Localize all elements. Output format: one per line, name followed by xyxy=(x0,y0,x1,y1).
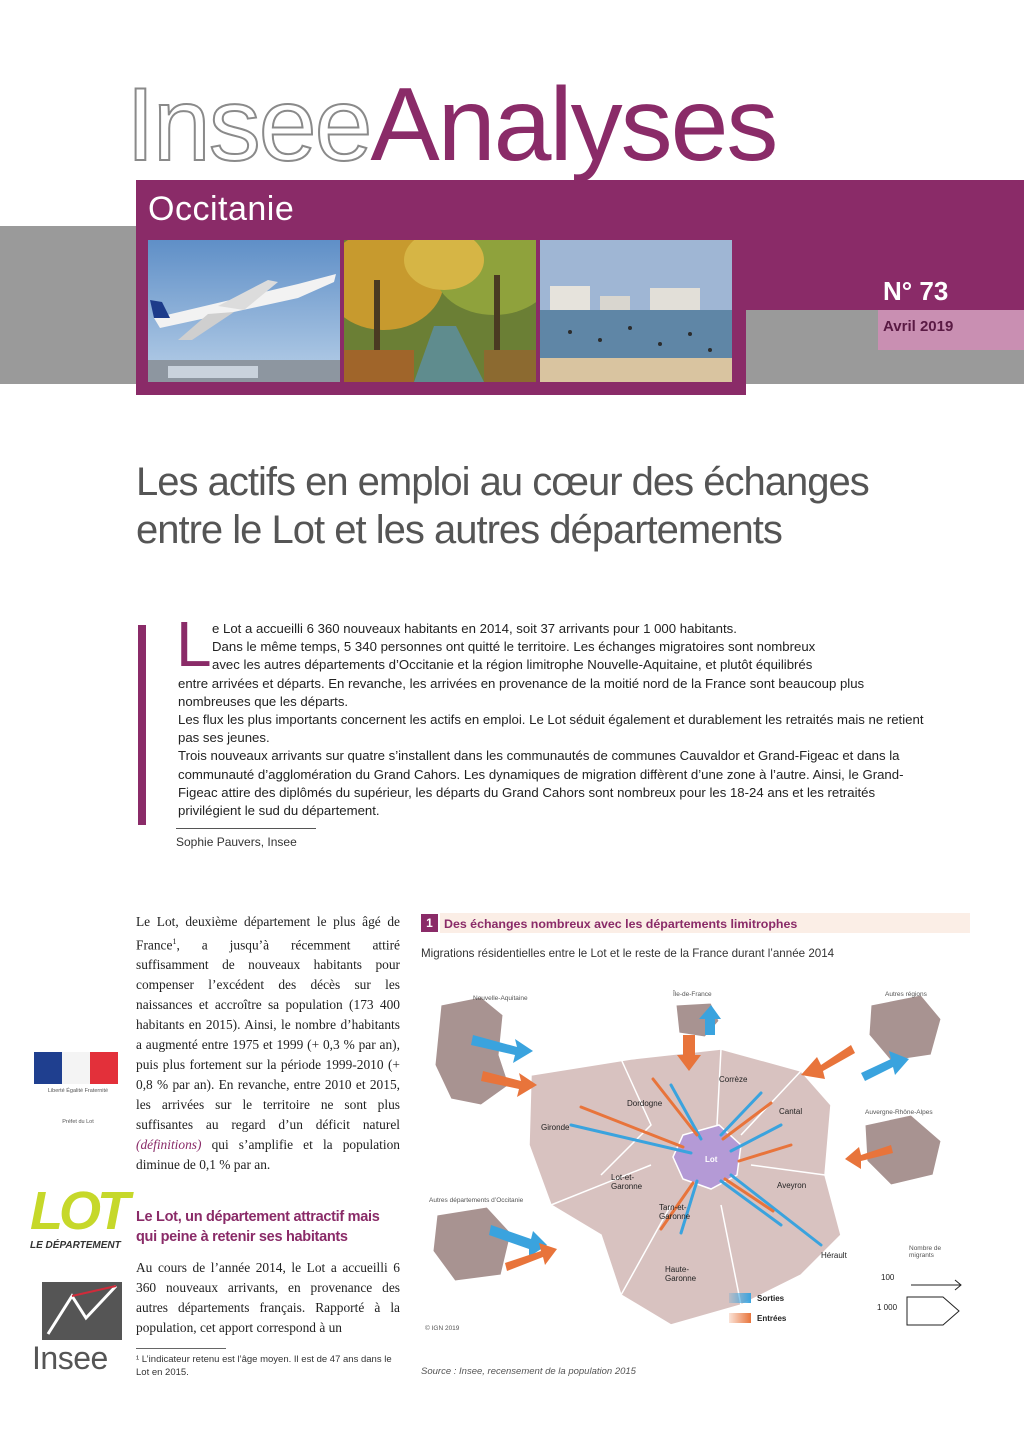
body-p1a: Le Lot, deuxième département le plus âgé de France xyxy=(136,914,400,953)
issue-date: Avril 2019 xyxy=(883,318,954,335)
section-heading: Le Lot, un département attractif mais qui peine à retenir ses habitants xyxy=(136,1209,380,1245)
label-gironde: Gironde xyxy=(541,1123,570,1132)
figure-number: 1 xyxy=(421,914,438,932)
masthead xyxy=(126,67,777,183)
label-auvergne: Auvergne-Rhône-Alpes xyxy=(865,1109,933,1116)
body-text-2 xyxy=(136,1258,400,1338)
body-p1b: , a jusqu’à récemment attiré suffisamment de nouveaux habitants pour compenser l’excédent des décès sur les naissances et accroître sa population (173 400 habitants en 2015). Ainsi, le nombre d’habitants a augmenté entre 1975 et 1999 (+ 0,3 % par an), puis plus fortement sur la période 1999-2010 (+ 0,8 % par an). En revanche, entre 2010 et 2015, les arrivées sur le territoire ne sont plus suffisantes au regard d’un déficit naturel xyxy=(136,937,400,1133)
lead-line-1: e Lot a accueilli 6 360 nouveaux habitants en 2014, soit 37 arrivants pour 1 000 habitants. xyxy=(212,621,737,636)
insee-logo xyxy=(28,1282,128,1382)
legend-title: Nombre de migrants xyxy=(909,1245,942,1259)
migration-map xyxy=(421,975,981,1340)
lead-line-2: Dans le même temps, 5 340 personnes ont quitté le territoire. Les échanges migratoires sont nombreux xyxy=(212,639,816,655)
label-dordogne: Dordogne xyxy=(627,1099,663,1108)
rf-caption: Liberté Égalité Fraternité xyxy=(47,1088,109,1094)
definitions-link[interactable]: (définitions) xyxy=(136,1137,202,1153)
footnote-rule xyxy=(136,1348,226,1349)
lead-dropcap: L xyxy=(176,608,212,680)
label-herault: Hérault xyxy=(821,1251,847,1260)
legend-large-value: 1 000 xyxy=(877,1303,898,1312)
lead-paragraph-2: Les flux les plus importants concernent les actifs en emploi. Le Lot séduit également et durablement les retraités mais ne retient pas ses jeunes. xyxy=(178,712,924,746)
footnote-mark: 1 xyxy=(172,937,177,946)
insee-mark-icon xyxy=(42,1282,122,1340)
label-correze: Corrèze xyxy=(719,1075,748,1084)
label-tarn-et-garonne: Tarn-et-Garonne xyxy=(659,1203,691,1221)
figure-source: Source : Insee, recensement de la population 2015 xyxy=(421,1366,636,1377)
masthead-analyses: Analyses xyxy=(370,67,777,183)
label-autres-regions: Autres régions xyxy=(885,991,927,998)
photo-canal xyxy=(344,240,536,382)
legend-small-value: 100 xyxy=(881,1273,895,1282)
insee-logo-word: Insee xyxy=(32,1340,108,1376)
lead-paragraph-3: Trois nouveaux arrivants sur quatre s’installent dans les communautés de communes Cauvaldor et Grand-Figeac et dans la communauté d’agglomération du Grand Cahors. Les dynamiques de migration diffèrent d’une zone à l’autre. Ainsi, le Grand-Figeac attire des diplômés du supérieur, les départs du Grand Cahors sont nombreux pour les 18-24 ans et les retraités privilégient le sud du département. xyxy=(178,748,904,819)
body-p2: Au cours de l’année 2014, le Lot a accueilli 6 360 nouveaux arrivants, en provenance des autres départements français. Rapporté à la population, cet apport correspond à un xyxy=(136,1260,400,1335)
lead-paragraph xyxy=(178,620,938,820)
figure-subtitle: Migrations résidentielles entre le Lot et le reste de la France durant l’année 2014 xyxy=(421,947,835,960)
title-line-1: Les actifs en emploi au cœur des échanges xyxy=(136,460,869,504)
label-cantal: Cantal xyxy=(779,1107,803,1116)
lot-departement-logo xyxy=(30,1182,126,1251)
body-p1c: qui s’amplifie et la population diminue de 0,1 % par an. xyxy=(136,1137,400,1173)
footnote: ¹ L’indicateur retenu est l’âge moyen. Il est de 47 ans dans le Lot en 2015. xyxy=(136,1354,392,1378)
label-occitanie-autres: Autres départements d’Occitanie xyxy=(429,1197,524,1204)
rf-prefect: Préfet du Lot xyxy=(62,1119,94,1125)
figure-title: Des échanges nombreux avec les départements limitrophes xyxy=(444,917,798,931)
label-nouvelle-aquitaine: Nouvelle-Aquitaine xyxy=(473,995,528,1002)
label-lot-et-garonne: Lot-et-Garonne xyxy=(611,1173,643,1191)
inset-occitanie xyxy=(433,1207,511,1281)
arrow-ar-in xyxy=(801,1045,855,1079)
lead-line-4: entre arrivées et départs. En revanche, les arrivées en provenance de la moitié nord de la France sont beaucoup plus nombreuses que les départs. xyxy=(178,675,865,709)
label-ile-de-france: Île-de-France xyxy=(673,991,712,998)
label-lot: Lot xyxy=(705,1155,718,1164)
photo-airplane xyxy=(148,240,340,382)
title-line-2: entre le Lot et les autres départements xyxy=(136,508,782,552)
masthead-insee: Insee xyxy=(126,67,371,183)
lot-logo-sub: LE DÉPARTEMENT xyxy=(30,1240,121,1251)
issue-number: N° 73 xyxy=(883,276,949,306)
lead-accent-bar xyxy=(138,625,146,825)
author: Sophie Pauvers, Insee xyxy=(176,835,297,849)
author-rule xyxy=(176,828,316,829)
lot-logo-word: LOT xyxy=(30,1181,126,1241)
label-haute-garonne: Haute-Garonne xyxy=(665,1265,697,1283)
label-aveyron: Aveyron xyxy=(777,1181,807,1190)
french-flag-icon xyxy=(34,1052,118,1084)
lead-line-3: avec les autres départements d’Occitanie et la région limitrophe Nouvelle-Aquitaine, et plutôt équilibrés xyxy=(212,657,813,673)
map-credit: © IGN 2019 xyxy=(425,1325,460,1332)
page-title xyxy=(136,458,936,554)
body-text xyxy=(136,912,400,1175)
legend-sorties: Sorties xyxy=(757,1294,785,1303)
photo-beach xyxy=(540,240,732,382)
republique-francaise-logo xyxy=(34,1052,122,1142)
legend-entrees: Entrées xyxy=(757,1314,787,1323)
region-name: Occitanie xyxy=(148,190,295,228)
inset-autres-regions xyxy=(869,995,941,1061)
